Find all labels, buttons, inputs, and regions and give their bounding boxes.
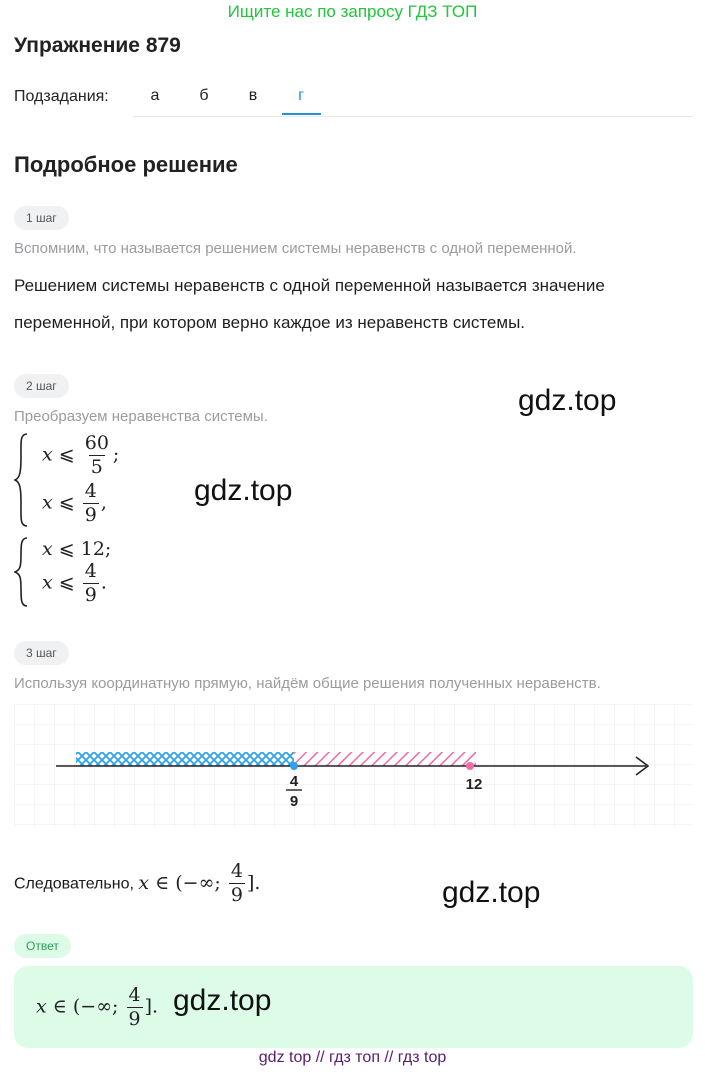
point-b-dot: [466, 762, 474, 770]
point-a-label-den: 9: [289, 793, 299, 810]
step-1-text-line2: переменной, при котором верно каждое из неравенств системы.: [14, 313, 526, 332]
tab-b[interactable]: б: [199, 87, 209, 104]
watermark-1: gdz.top: [518, 384, 617, 417]
system-2-brace: [14, 536, 30, 608]
conclusion-prefix: Следовательно,: [14, 875, 134, 893]
system-2-row-1: x ⩽ 12;: [42, 538, 112, 560]
system-1-row-2: x ⩽ $\frac{4}{9}$ ,: [42, 480, 107, 526]
active-tab-indicator: [282, 113, 321, 115]
step-2-badge: 2 шаг: [14, 374, 69, 398]
step-1-badge: 1 шаг: [14, 206, 69, 230]
step-3-badge: 3 шаг: [14, 641, 69, 665]
section-title: Подробное решение: [14, 152, 238, 177]
tab-v[interactable]: в: [248, 87, 258, 104]
conclusion: Следовательно, x ∈ (−∞; $\frac{4}{9}$ ].: [14, 860, 261, 906]
step-2-hint: Преобразуем неравенства системы.: [14, 408, 268, 425]
watermark-3: gdz.top: [442, 876, 541, 909]
tab-a[interactable]: а: [150, 87, 160, 104]
system-2-row-2: x ⩽ $\frac{4}{9}$ .: [42, 560, 107, 606]
hatch-region-a: [76, 752, 294, 766]
footer: gdz top // гдз топ // гдз top: [258, 1049, 447, 1066]
watermark-4: gdz.top: [173, 984, 272, 1017]
point-a-dot: [290, 762, 298, 770]
page-title: Упражнение 879: [14, 34, 181, 57]
system-1: [14, 432, 194, 528]
step-1-hint: Вспомним, что называется решением системы неравенств с одной переменной.: [14, 240, 577, 257]
subtasks-tabs: [133, 80, 693, 117]
tab-g[interactable]: г: [298, 87, 304, 104]
subtasks-label: Подзадания:: [14, 88, 109, 105]
point-a-label-num: 4: [289, 773, 299, 790]
watermark-2: gdz.top: [194, 474, 293, 507]
step-1-text-line1: Решением системы неравенств с одной переменной называется значение: [14, 276, 605, 295]
system-1-brace: [14, 432, 30, 528]
system-1-row-1: x ⩽ $\frac{60}{5}$ ;: [42, 432, 120, 478]
step-3-hint: Используя координатную прямую, найдём общие решения полученных неравенств.: [14, 675, 601, 692]
top-banner: Ищите нас по запросу ГДЗ ТОП: [227, 2, 478, 21]
answer-badge: Ответ: [14, 934, 71, 958]
answer-expression: x ∈ (−∞; $\frac{4}{9}$ ].: [36, 984, 159, 1030]
system-2: [14, 536, 194, 608]
number-line-figure: [14, 704, 693, 828]
point-b-label: 12: [465, 776, 483, 793]
